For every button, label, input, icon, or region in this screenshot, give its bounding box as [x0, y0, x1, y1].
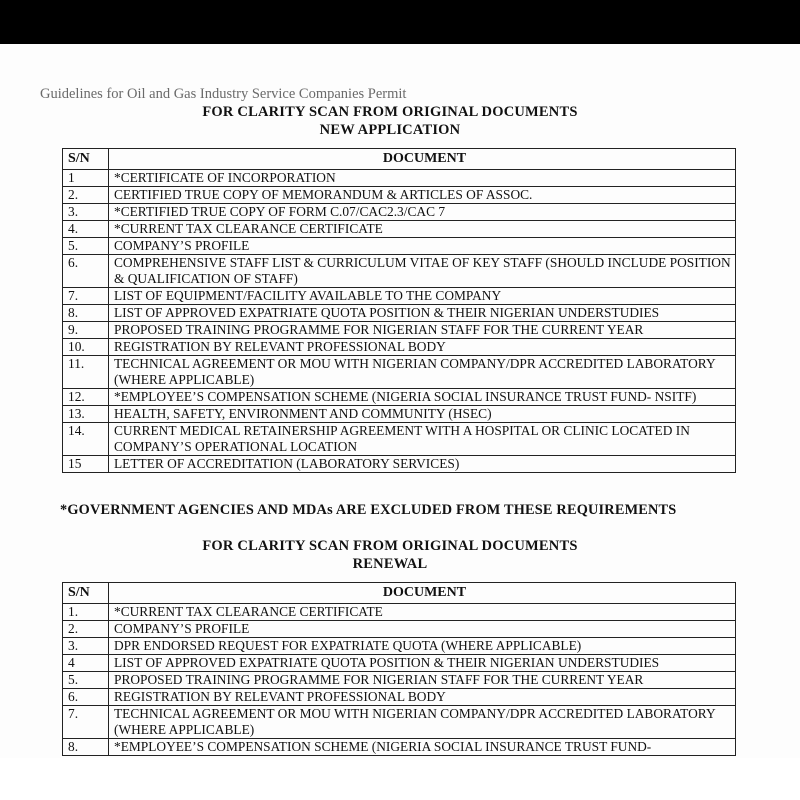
renewal-rows [63, 604, 736, 756]
bottom-margin [0, 758, 800, 800]
table-row [63, 456, 736, 473]
row-number: 4. [63, 221, 109, 238]
row-number: 14. [63, 423, 109, 456]
table-row [63, 204, 736, 221]
column-header-sn: S/N [63, 149, 109, 170]
table-row [63, 305, 736, 322]
column-header-document: DOCUMENT [109, 583, 736, 604]
table-row [63, 288, 736, 305]
row-number: 5. [63, 672, 109, 689]
row-document: *CERTIFICATE OF INCORPORATION [109, 170, 736, 187]
table-header-row [63, 583, 736, 604]
new-section-title: FOR CLARITY SCAN FROM ORIGINAL DOCUMENTS [202, 104, 578, 120]
renewal-section-title: FOR CLARITY SCAN FROM ORIGINAL DOCUMENTS [202, 538, 578, 554]
top-black-bar [0, 0, 800, 44]
exclusion-footnote: *GOVERNMENT AGENCIES AND MDAs ARE EXCLUDED FROM THESE REQUIREMENTS [60, 502, 677, 518]
row-number: 6. [63, 255, 109, 288]
table-row [63, 221, 736, 238]
row-document: DPR ENDORSED REQUEST FOR EXPATRIATE QUOTA (WHERE APPLICABLE) [109, 638, 736, 655]
column-header-document: DOCUMENT [109, 149, 736, 170]
row-number: 13. [63, 406, 109, 423]
row-number: 8. [63, 305, 109, 322]
row-number: 8. [63, 739, 109, 756]
row-number: 11. [63, 356, 109, 389]
row-document: REGISTRATION BY RELEVANT PROFESSIONAL BODY [109, 689, 736, 706]
row-document: COMPREHENSIVE STAFF LIST & CURRICULUM VITAE OF KEY STAFF (SHOULD INCLUDE POSITION & QUALIFICATION OF STAFF) [109, 255, 736, 288]
row-document: PROPOSED TRAINING PROGRAMME FOR NIGERIAN STAFF FOR THE CURRENT YEAR [109, 672, 736, 689]
new-application-table [62, 148, 736, 473]
row-number: 7. [63, 288, 109, 305]
row-number: 15 [63, 456, 109, 473]
row-document: LIST OF APPROVED EXPATRIATE QUOTA POSITION & THEIR NIGERIAN UNDERSTUDIES [109, 655, 736, 672]
row-document: REGISTRATION BY RELEVANT PROFESSIONAL BODY [109, 339, 736, 356]
row-number: 12. [63, 389, 109, 406]
table-row [63, 604, 736, 621]
row-number: 3. [63, 204, 109, 221]
row-document: LIST OF APPROVED EXPATRIATE QUOTA POSITION & THEIR NIGERIAN UNDERSTUDIES [109, 305, 736, 322]
table-row [63, 356, 736, 389]
table-row [63, 170, 736, 187]
document-page [0, 44, 800, 758]
row-number: 1. [63, 604, 109, 621]
table-row [63, 739, 736, 756]
row-number: 9. [63, 322, 109, 339]
row-document: *EMPLOYEE’S COMPENSATION SCHEME (NIGERIA SOCIAL INSURANCE TRUST FUND- NSITF) [109, 389, 736, 406]
table-row [63, 255, 736, 288]
row-document: LIST OF EQUIPMENT/FACILITY AVAILABLE TO THE COMPANY [109, 288, 736, 305]
renewal-table [62, 582, 736, 756]
row-number: 1 [63, 170, 109, 187]
row-document: HEALTH, SAFETY, ENVIRONMENT AND COMMUNITY (HSEC) [109, 406, 736, 423]
row-document: LETTER OF ACCREDITATION (LABORATORY SERVICES) [109, 456, 736, 473]
table-row [63, 339, 736, 356]
table-row [63, 672, 736, 689]
table-row [63, 406, 736, 423]
table-row [63, 638, 736, 655]
row-document: *CERTIFIED TRUE COPY OF FORM C.07/CAC2.3/CAC 7 [109, 204, 736, 221]
renewal-section-subtitle: RENEWAL [352, 556, 428, 572]
table-row [63, 689, 736, 706]
table-row [63, 655, 736, 672]
table-row [63, 322, 736, 339]
row-number: 5. [63, 238, 109, 255]
row-document: CERTIFIED TRUE COPY OF MEMORANDUM & ARTICLES OF ASSOC. [109, 187, 736, 204]
row-number: 2. [63, 187, 109, 204]
row-document: TECHNICAL AGREEMENT OR MOU WITH NIGERIAN COMPANY/DPR ACCREDITED LABORATORY (WHERE APPLICABLE) [109, 356, 736, 389]
table-row [63, 423, 736, 456]
row-number: 4 [63, 655, 109, 672]
table-row [63, 187, 736, 204]
row-document: *EMPLOYEE’S COMPENSATION SCHEME (NIGERIA SOCIAL INSURANCE TRUST FUND- [109, 739, 736, 756]
row-document: *CURRENT TAX CLEARANCE CERTIFICATE [109, 221, 736, 238]
row-number: 7. [63, 706, 109, 739]
table-row [63, 389, 736, 406]
running-header: Guidelines for Oil and Gas Industry Service Companies Permit [40, 86, 407, 102]
table-row [63, 621, 736, 638]
table-header-row [63, 149, 736, 170]
row-number: 3. [63, 638, 109, 655]
row-document: PROPOSED TRAINING PROGRAMME FOR NIGERIAN STAFF FOR THE CURRENT YEAR [109, 322, 736, 339]
table-row [63, 238, 736, 255]
row-document: CURRENT MEDICAL RETAINERSHIP AGREEMENT WITH A HOSPITAL OR CLINIC LOCATED IN COMPANY’S OPERATIONAL LOCATION [109, 423, 736, 456]
row-document: COMPANY’S PROFILE [109, 238, 736, 255]
column-header-sn: S/N [63, 583, 109, 604]
row-document: COMPANY’S PROFILE [109, 621, 736, 638]
row-number: 6. [63, 689, 109, 706]
row-document: *CURRENT TAX CLEARANCE CERTIFICATE [109, 604, 736, 621]
new-section-subtitle: NEW APPLICATION [319, 122, 461, 138]
new-application-rows [63, 170, 736, 473]
row-document: TECHNICAL AGREEMENT OR MOU WITH NIGERIAN COMPANY/DPR ACCREDITED LABORATORY (WHERE APPLICABLE) [109, 706, 736, 739]
row-number: 10. [63, 339, 109, 356]
table-row [63, 706, 736, 739]
row-number: 2. [63, 621, 109, 638]
